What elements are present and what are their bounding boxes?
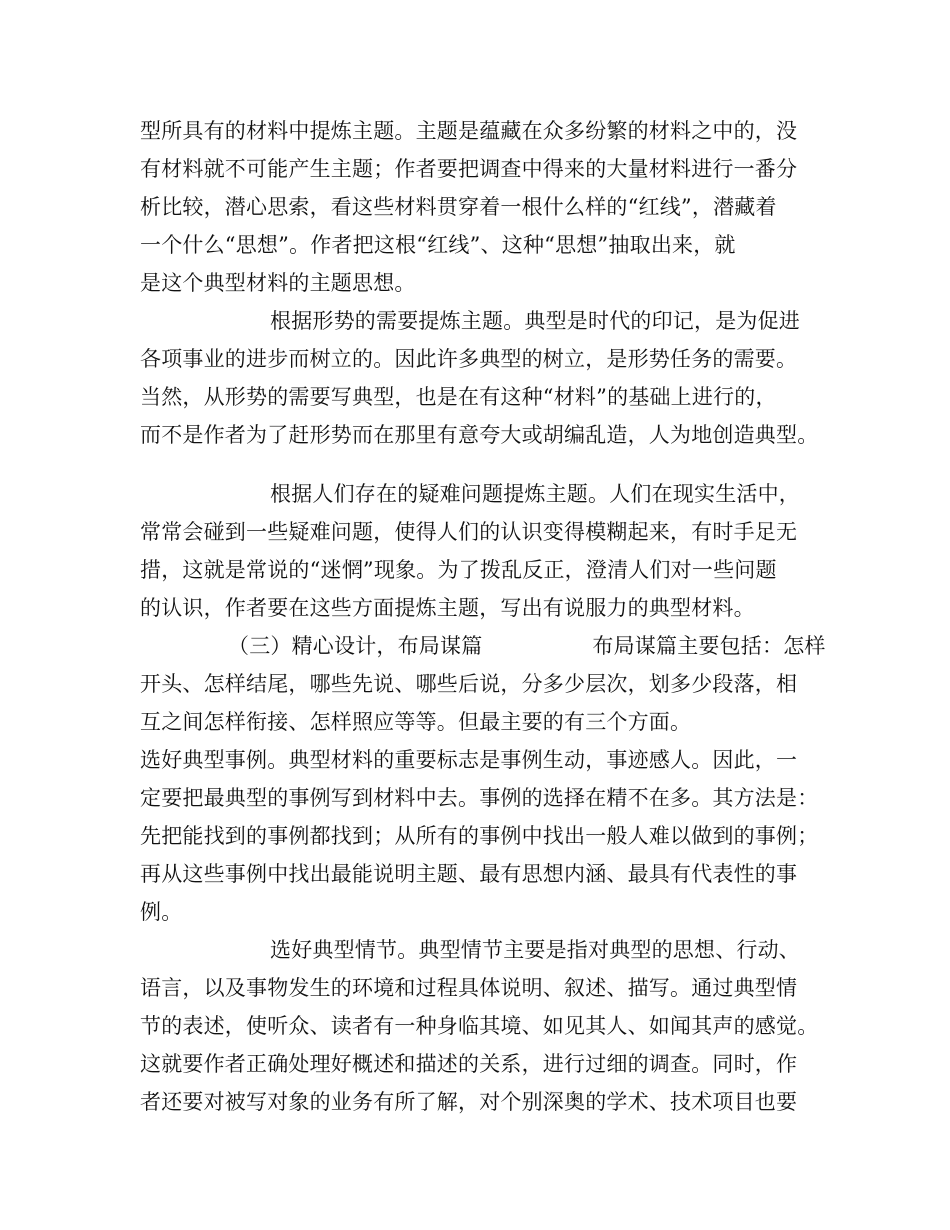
section-heading: （三）精心设计，布局谋篇: [228, 634, 483, 658]
text-line: 互之间怎样衔接、怎样照应等等。但最主要的有三个方面。: [140, 710, 692, 734]
text-line: 根据人们存在的疑难问题提炼主题。人们在现实生活中，: [270, 482, 800, 506]
text-line: 各项事业的进步而树立的。因此许多典型的树立，是形势任务的需要。: [140, 347, 798, 371]
text-line: 当然，从形势的需要写典型，也是在有这种“材料”的基础上进行的，: [140, 385, 777, 409]
text-line: 这就要作者正确处理好概述和描述的关系，进行过细的调查。同时，作: [140, 1052, 798, 1076]
text-line: 开头、怎样结尾，哪些先说、哪些后说，分多少层次，划多少段落，相: [140, 672, 798, 696]
text-line: 一个什么“思想”。作者把这根“红线”、这种“思想”抽取出来，就: [140, 233, 736, 257]
text-line: 是这个典型材料的主题思想。: [140, 271, 416, 295]
text-line: 者还要对被写对象的业务有所了解，对个别深奥的学术、技术项目也要: [140, 1090, 798, 1114]
section-heading-line: [228, 629, 826, 663]
text-line: 语言，以及事物发生的环境和过程具体说明、叙述、描写。通过典型情: [140, 976, 798, 1000]
text-line: 例。: [140, 900, 183, 924]
text-line: 型所具有的材料中提炼主题。主题是蕴藏在众多纷繁的材料之中的，没: [140, 119, 798, 143]
text-run: 布局谋篇主要包括：怎样: [592, 634, 826, 658]
text-line: 先把能找到的事例都找到；从所有的事例中找出一般人难以做到的事例；: [140, 824, 819, 848]
text-line: 常常会碰到一些疑难问题，使得人们的认识变得模糊起来，有时手足无: [140, 520, 798, 544]
text-line: 的认识，作者要在这些方面提炼主题，写出有说服力的典型材料。: [140, 596, 755, 620]
text-line: 析比较，潜心思索，看这些材料贯穿着一根什么样的“红线”，潜藏着: [140, 195, 777, 219]
text-line: 根据形势的需要提炼主题。典型是时代的印记，是为促进: [270, 309, 800, 333]
text-line: 措，这就是常说的“迷惘”现象。为了拨乱反正，澄清人们对一些问题: [140, 558, 777, 582]
text-line: 节的表述，使听众、读者有一种身临其境、如见其人、如闻其声的感觉。: [140, 1014, 819, 1038]
text-line: 而不是作者为了赶形势而在那里有意夸大或胡编乱造，人为地创造典型。: [140, 423, 819, 447]
text-line: 选好典型情节。典型情节主要是指对典型的思想、行动、: [270, 938, 800, 962]
text-line: 定要把最典型的事例写到材料中去。事例的选择在精不在多。其方法是：: [140, 786, 819, 810]
text-line: 有材料就不可能产生主题；作者要把调查中得来的大量材料进行一番分: [140, 157, 798, 181]
text-line: 选好典型事例。典型材料的重要标志是事例生动，事迹感人。因此，一: [140, 748, 798, 772]
text-line: 再从这些事例中找出最能说明主题、最有思想内涵、最具有代表性的事: [140, 862, 798, 886]
